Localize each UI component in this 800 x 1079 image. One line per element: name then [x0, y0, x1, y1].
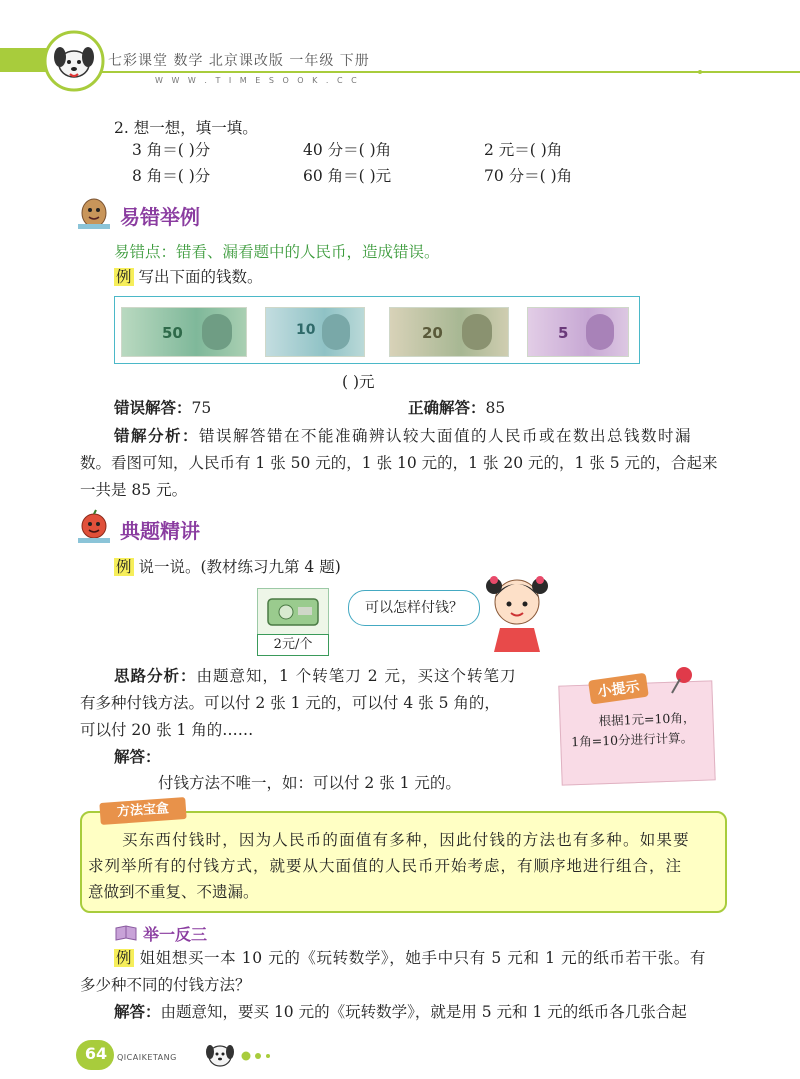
answer-label: 解答：: [114, 748, 161, 766]
pushpin-icon: [668, 665, 696, 695]
answer-label: 解答：: [114, 1003, 161, 1021]
q2-cell: 60 角＝( )元: [303, 167, 392, 185]
wrong-answer-label: 错误解答：: [114, 399, 192, 417]
idea-text: 有多种付钱方法。可以付 2 张 1 元的，可以付 4 张 5 角的，: [80, 694, 500, 712]
method-box: [80, 811, 727, 913]
q2-cell: 3 角＝( )分: [132, 141, 211, 159]
analysis-text: 一共是 85 元。: [80, 481, 188, 499]
idea-text: 可以付 20 张 1 角的……: [80, 721, 254, 739]
answer-text: 由题意知，要买 10 元的《玩转数学》，就是用 5 元和 1 元的纸币各几张合起: [160, 1003, 687, 1021]
mascot-dog-icon: [200, 1034, 240, 1074]
right-answer-label: 正确解答：: [408, 399, 486, 417]
q2-cell: 2 元＝( )角: [484, 141, 563, 159]
girl-character-icon: [482, 568, 552, 652]
q2-cell: 40 分＝( )角: [303, 141, 392, 159]
answer-blank: ( )元: [342, 373, 375, 391]
banknote-image: [527, 307, 629, 357]
section-title-practice: 举一反三: [143, 925, 208, 944]
q2-title: 2. 想一想，填一填。: [114, 119, 258, 137]
method-text: 求列举所有的付钱方式，就要从大面值的人民币开始考虑，有顺序地进行组合，注: [88, 857, 683, 875]
book-icon: [114, 924, 138, 942]
method-tag: 方法宝盒: [99, 797, 186, 825]
price-tag: 2元/个: [257, 634, 329, 656]
tip-text: 1角=10分进行计算。: [571, 730, 694, 750]
header-title: 七彩课堂 数学 北京课改版 一年级 下册: [108, 53, 370, 69]
q2-cell: 70 分＝( )角: [484, 167, 573, 185]
answer-text: 付钱方法不唯一，如：可以付 2 张 1 元的。: [158, 774, 461, 792]
example-badge: 例: [116, 558, 132, 576]
apple-mascot-icon: [76, 508, 112, 544]
banknote-denomination: 50: [162, 324, 183, 342]
page-number: 64: [84, 1044, 108, 1063]
header-url: W W W . T I M E S O O K . C C: [155, 76, 360, 85]
potato-mascot-icon: [76, 196, 112, 230]
method-text: 买东西付钱时，因为人民币的面值有多种，因此付钱的方法也有多种。如果要: [122, 831, 690, 849]
error-tip: 易错点：错看、漏看题中的人民币，造成错误。: [114, 243, 440, 261]
method-text: 意做到不重复、不遗漏。: [88, 883, 259, 901]
example-badge: 例: [116, 949, 133, 967]
tip-card: [558, 680, 715, 785]
analysis-text: 错误解答错在不能准确辨认较大面值的人民币或在数出总钱数时漏: [199, 427, 693, 445]
example-text: 写出下面的钱数。: [138, 268, 263, 286]
tip-title: 小提示: [588, 673, 649, 705]
mascot-dog-icon: [40, 30, 110, 92]
analysis-label: 错解分析：: [114, 427, 200, 445]
example-text: 说一说。(教材练习九第 4 题): [138, 558, 341, 576]
banknote-denomination: 20: [422, 324, 443, 342]
banknote-image: [265, 307, 365, 357]
practice-text: 姐姐想买一本 10 元的《玩转数学》，她手中只有 5 元和 1 元的纸币若干张。有: [139, 949, 707, 967]
banknote-image: [121, 307, 247, 357]
tip-text: 根据1元=10角，: [598, 709, 696, 729]
banknote-panel: [114, 296, 640, 364]
banknote-denomination: 10: [296, 322, 316, 338]
analysis-text: 数。看图可知，人民币有 1 张 50 元的，1 张 10 元的，1 张 20 元的，1 张 5 元的，合起来: [80, 454, 718, 472]
example-badge: 例: [116, 268, 132, 286]
idea-label: 思路分析：: [114, 667, 197, 685]
banknote-image: [389, 307, 509, 357]
practice-text: 多少种不同的付钱方法？: [80, 976, 251, 994]
wrong-answer-value: 75: [191, 399, 212, 417]
section-title-examples: 典题精讲: [120, 519, 200, 543]
q2-cell: 8 角＝( )分: [132, 167, 211, 185]
banknote-denomination: 5: [558, 324, 569, 342]
right-answer-value: 85: [485, 399, 506, 417]
idea-text: 由题意知，1 个转笔刀 2 元，买这个转笔刀: [196, 667, 517, 685]
footer-brand: QICAIKETANG: [117, 1053, 177, 1062]
section-title-errors: 易错举例: [120, 205, 200, 229]
speech-bubble: 可以怎样付钱？: [348, 590, 480, 626]
dots-decoration: [240, 1050, 280, 1062]
